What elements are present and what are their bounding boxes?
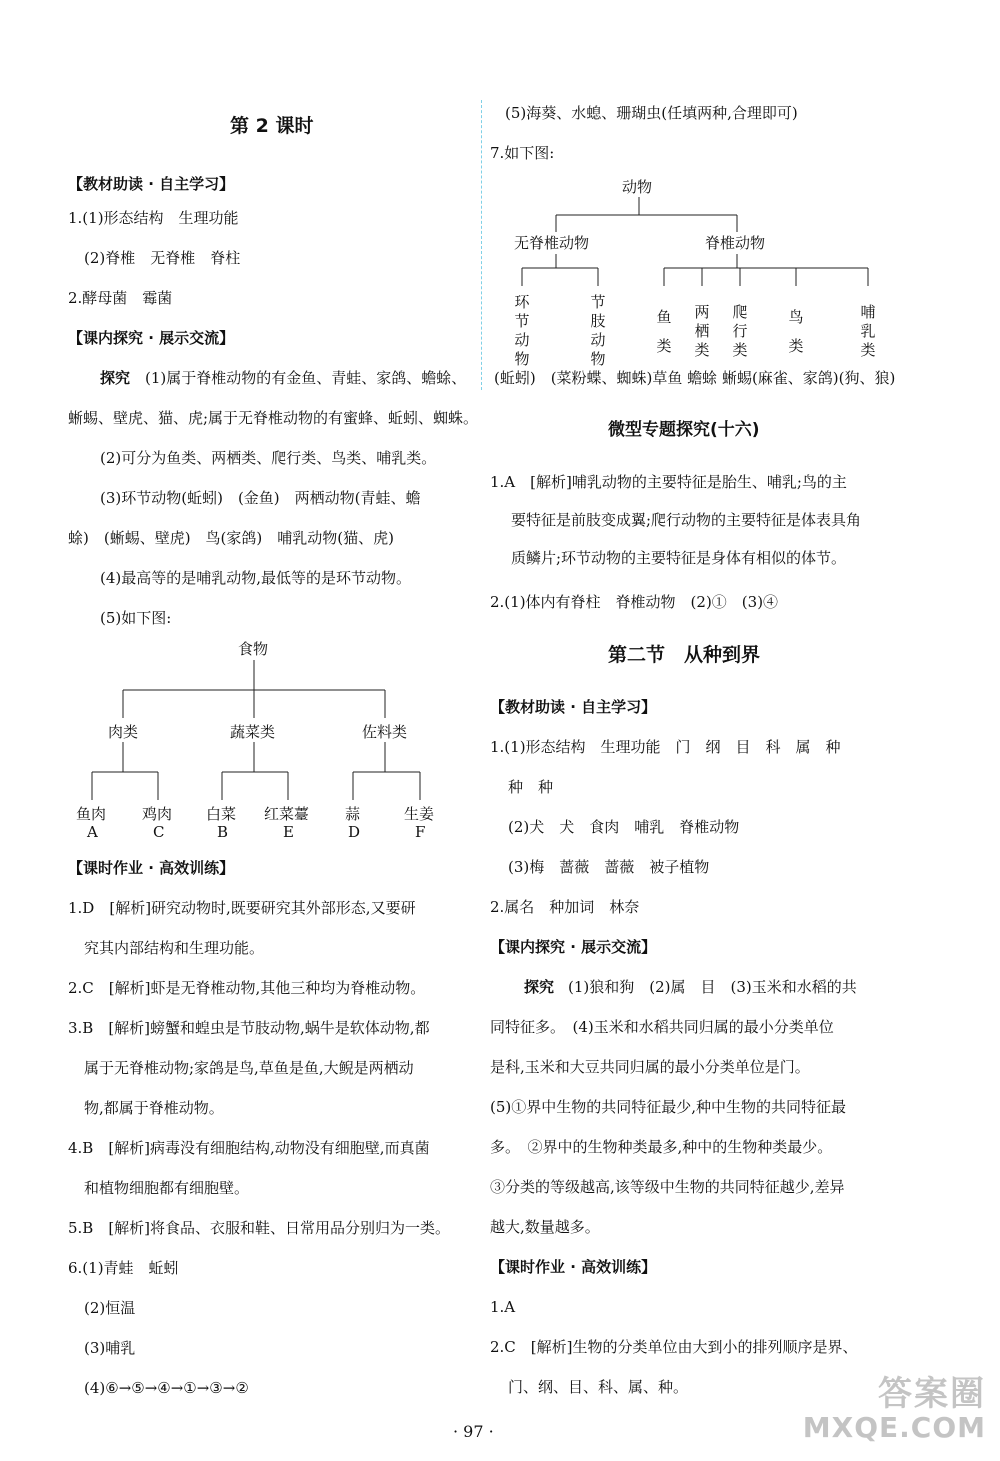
tree-letter: B: [217, 823, 229, 841]
answer-line: (3)哺乳: [84, 1339, 136, 1357]
answer-line: 多。 ②界中的生物种类最多,种中的生物种类最少。: [490, 1138, 833, 1156]
tree-leaf: 节肢动物: [590, 293, 606, 368]
tree-leaf: 两栖类: [694, 303, 710, 359]
tree-root: 动物: [622, 178, 653, 196]
watermark-url: MXQE.COM: [802, 1411, 986, 1444]
answer-line: (5)海葵、水螅、珊瑚虫(任填两种,合理即可): [505, 104, 798, 122]
answer-line: 种 种: [508, 778, 554, 796]
explore-label: 探究: [524, 978, 555, 996]
section-title: 第二节 从种到界: [608, 644, 761, 666]
answer-line: 2.酵母菌 霉菌: [68, 289, 173, 307]
explore-label: 探究: [100, 369, 131, 387]
tree-leaf: 哺乳类: [860, 303, 876, 359]
answer-line: 蜍) (蜥蜴、壁虎) 鸟(家鸽) 哺乳动物(猫、虎): [68, 529, 394, 547]
tree-node: 肉类: [108, 723, 139, 741]
answer-line: 质鳞片;环节动物的主要特征是身体有相似的体节。: [511, 549, 847, 567]
answer-line: 2.属名 种加词 林奈: [490, 898, 640, 916]
answer-line: 3.B [解析]螃蟹和蝗虫是节肢动物,蜗牛是软体动物,都: [68, 1019, 430, 1037]
tree-leaf: 爬行类: [732, 303, 748, 359]
answer-line: 1.A: [490, 1298, 516, 1316]
answer-line: 2.C [解析]生物的分类单位由大到小的排列顺序是界、: [490, 1338, 858, 1356]
section-header: 【课时作业 · 高效训练】: [68, 859, 235, 877]
answer-line: 门、纲、目、科、属、种。: [508, 1378, 689, 1396]
answer-line: 属于无脊椎动物;家鸽是鸟,草鱼是鱼,大鲵是两栖动: [84, 1059, 414, 1077]
section-header: 【课内探究 · 展示交流】: [490, 938, 657, 956]
watermark-text: 答案圈: [878, 1374, 986, 1414]
answer-line: 5.B [解析]将食品、衣服和鞋、日常用品分别归为一类。: [68, 1219, 451, 1237]
answer-line: 同特征多。 (4)玉米和水稻共同归属的最小分类单位: [490, 1018, 834, 1036]
answer-line: 4.B [解析]病毒没有细胞结构,动物没有细胞壁,而真菌: [68, 1139, 430, 1157]
answer-line: 2.C [解析]虾是无脊椎动物,其他三种均为脊椎动物。: [68, 979, 426, 997]
answer-line: (2)恒温: [84, 1299, 136, 1317]
watermark-logo: [803, 1375, 986, 1443]
tree-letter: D: [348, 823, 361, 841]
answer-line: 越大,数量越多。: [490, 1218, 600, 1236]
tree-leaf: 鸡肉: [142, 805, 173, 823]
tree-node: 脊椎动物: [705, 234, 766, 252]
answer-line: 和植物细胞都有细胞壁。: [84, 1179, 250, 1197]
tree-leaf: 白菜: [206, 805, 237, 823]
answer-line: (3)环节动物(蚯蚓) (金鱼) 两栖动物(青蛙、蟾: [100, 489, 421, 507]
section-header: 【课时作业 · 高效训练】: [490, 1258, 657, 1276]
tree-letter: F: [415, 823, 426, 841]
answer-line: 物,都属于脊椎动物。: [84, 1099, 224, 1117]
answer-line: (2)犬 犬 食肉 哺乳 脊椎动物: [508, 818, 740, 836]
answer-line: 1.(1)形态结构 生理功能 门 纲 目 科 属 种: [490, 738, 841, 756]
answer-line: 7.如下图:: [490, 144, 555, 162]
answer-line: (3)梅 蔷薇 蔷薇 被子植物: [508, 858, 710, 876]
answer-line: 1.D [解析]研究动物时,既要研究其外部形态,又要研: [68, 899, 416, 917]
answer-line: (1)属于脊椎动物的有金鱼、青蛙、家鸽、蟾蜍、: [145, 369, 467, 387]
answer-line: 2.(1)体内有脊柱 脊椎动物 (2)① (3)④: [490, 593, 779, 611]
answer-line: 蜥蜴、壁虎、猫、虎;属于无脊椎动物的有蜜蜂、蚯蚓、蜘蛛。: [68, 409, 479, 427]
tree-letter: E: [283, 823, 294, 841]
tree-node: 佐料类: [362, 723, 408, 741]
answer-line: 1.A [解析]哺乳动物的主要特征是胎生、哺乳;鸟的主: [490, 473, 847, 491]
lesson-title: 第 2 课时: [230, 115, 314, 137]
section-header: 【教材助读 · 自主学习】: [68, 175, 235, 193]
tree-leaf: 鱼类: [656, 308, 672, 355]
answer-line: (2)可分为鱼类、两栖类、爬行类、鸟类、哺乳类。: [100, 449, 437, 467]
tree-letter: A: [87, 823, 98, 841]
tree-root: 食物: [238, 640, 269, 658]
answer-line: (5)①界中生物的共同特征最少,种中生物的共同特征最: [490, 1098, 847, 1116]
answer-line: (4)最高等的是哺乳动物,最低等的是环节动物。: [100, 569, 412, 587]
tree-leaf: 环节动物: [514, 293, 530, 368]
micro-topic-title: 微型专题探究(十六): [608, 420, 760, 440]
answer-line: 要特征是前肢变成翼;爬行动物的主要特征是体表具角: [511, 511, 862, 529]
page-number: · 97 ·: [453, 1422, 494, 1441]
answer-line: 究其内部结构和生理功能。: [84, 939, 265, 957]
tree-node: 无脊椎动物: [514, 234, 590, 252]
tree-examples: (蚯蚓) (菜粉蝶、蜘蛛)草鱼 蟾蜍 蜥蜴(麻雀、家鸽)(狗、狼): [494, 369, 896, 387]
answer-line: (2)脊椎 无脊椎 脊柱: [84, 249, 241, 267]
tree-leaf: 鸟类: [788, 308, 804, 355]
tree-leaf: 鱼肉: [76, 805, 107, 823]
tree-leaf: 蒜: [345, 805, 361, 823]
section-header: 【课内探究 · 展示交流】: [68, 329, 235, 347]
answer-line: 6.(1)青蛙 蚯蚓: [68, 1259, 179, 1277]
answer-line: ③分类的等级越高,该等级中生物的共同特征越少,差异: [490, 1178, 845, 1196]
section-header: 【教材助读 · 自主学习】: [490, 698, 657, 716]
answer-line: (1)狼和狗 (2)属 目 (3)玉米和水稻的共: [568, 978, 857, 996]
answer-line: (5)如下图:: [100, 609, 172, 627]
answer-line: 1.(1)形态结构 生理功能: [68, 209, 239, 227]
tree-node: 蔬菜类: [230, 723, 276, 741]
answer-line: 是科,玉米和大豆共同归属的最小分类单位是门。: [490, 1058, 810, 1076]
tree-letter: C: [153, 823, 165, 841]
tree-leaf: 生姜: [404, 805, 435, 823]
tree-leaf: 红菜薹: [264, 805, 310, 823]
answer-line: (4)⑥→⑤→④→①→③→②: [84, 1379, 249, 1397]
